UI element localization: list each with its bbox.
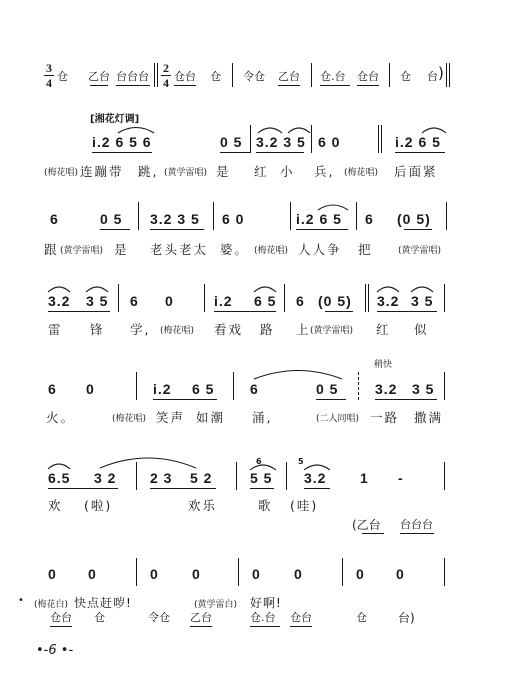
- time-sig-bottom: 4: [46, 76, 52, 90]
- notes-s2-m6: 6: [365, 211, 374, 227]
- notes-s2-m5: i.2 6 5: [296, 211, 342, 227]
- lyrics-line-2: 跟 (黄学雷唱) 是 老头老太 婆。 (梅花唱) 人人争 把 (黄学雷唱): [44, 242, 442, 257]
- notes-s4-8: 3 5: [412, 381, 435, 397]
- notes-s4-2: 0: [86, 381, 95, 397]
- notes-s4-7: 3.2: [375, 381, 398, 397]
- notes-s5-8: -: [398, 470, 404, 486]
- margin-dot: •: [18, 595, 24, 606]
- lyrics-line-1: (梅花唱) 连蹦带 跳, (黄学雷唱) 是 红 小 兵, (梅花唱) 后面紧: [44, 164, 438, 179]
- notes-s6-4: 0: [192, 566, 201, 582]
- notes-s2-m7: (0 5): [397, 211, 431, 227]
- perc-tai-tai-tai: 台台台: [400, 518, 433, 531]
- notes-s6-8: 0: [396, 566, 405, 582]
- notes-s6-2: 0: [88, 566, 97, 582]
- tempo-marking: 稍快: [374, 360, 393, 370]
- notes-m5: i.2 6 5: [395, 134, 441, 150]
- lyrics-line-5: 欢 (啦) 欢乐 歌 (哇): [48, 498, 319, 513]
- notes-s4-1: 6: [48, 381, 57, 397]
- perc-yi-tai-open: (乙台: [352, 518, 381, 532]
- notes-s5-7: 1: [360, 470, 369, 486]
- spoken-line-2: 好啊!: [250, 596, 282, 610]
- perc-cang-tai: 仓台: [357, 70, 379, 83]
- time-sig-bottom: 4: [163, 76, 169, 90]
- perc-tai-tai-tai: 台台台: [116, 70, 149, 83]
- notes-s3-6: 6 5: [254, 293, 277, 309]
- notes-s6-3: 0: [150, 566, 159, 582]
- perc-cang-dot-tai: 仓.台: [320, 70, 346, 83]
- grace-note-5: 5: [298, 457, 304, 466]
- notes-s5-1: 6.5: [48, 470, 71, 486]
- perc-cang-tai: 仓台: [174, 70, 196, 83]
- notes-s4-4: 6 5: [192, 381, 215, 397]
- notes-s6-7: 0: [356, 566, 365, 582]
- notes-s3-5: i.2: [214, 293, 233, 309]
- notes-s2-m4: 6 0: [222, 211, 245, 227]
- speaker-meihua: (梅花白): [34, 600, 69, 610]
- speaker-huang: (黄学雷白): [194, 600, 238, 610]
- notes-s6-5: 0: [252, 566, 261, 582]
- page-number: •-6 •-: [36, 643, 74, 658]
- notes-s3-9: 3.2: [377, 293, 400, 309]
- notes-s3-8: (0 5): [318, 293, 352, 309]
- perc-yi-tai: 乙台: [278, 70, 300, 83]
- notes-s6-1: 0: [48, 566, 57, 582]
- notes-s6-6: 0: [294, 566, 303, 582]
- notes-s5-6: 3.2: [304, 470, 327, 486]
- time-signature-3-4: [44, 62, 54, 89]
- notes-s2-m1: 6: [50, 211, 59, 227]
- notes-m1: i.2 6 5 6: [92, 134, 152, 150]
- percussion-line-2: 仓台 仓 令仓 乙台 仓.台 仓台 仓 台): [50, 611, 415, 625]
- notes-s3-1: 3.2: [48, 293, 71, 309]
- tune-label: [湘花灯调]: [90, 114, 140, 125]
- notes-s5-5: 5 5: [250, 470, 273, 486]
- perc-cang: 仓: [57, 70, 68, 83]
- time-sig-top: 3: [46, 61, 52, 75]
- notes-s3-2: 3 5: [86, 293, 109, 309]
- spoken-line-1: 快点赶哕!: [74, 596, 132, 610]
- notes-m4: 6 0: [318, 134, 341, 150]
- perc-cang: 仓: [400, 70, 411, 83]
- notes-s5-4: 5 2: [190, 470, 213, 486]
- notes-m3: 3.2 3 5: [256, 134, 306, 150]
- notes-s5-3: 2 3: [150, 470, 173, 486]
- notes-s3-7: 6: [296, 293, 305, 309]
- notes-s4-6: 0 5: [316, 381, 339, 397]
- notes-s3-10: 3 5: [411, 293, 434, 309]
- lyrics-line-3: 雷 锋 学, (梅花唱) 看戏 路 上 (黄学雷唱) 红 似: [48, 322, 429, 337]
- time-sig-top: 2: [163, 61, 169, 75]
- notes-s5-2: 3 2: [94, 470, 117, 486]
- notes-s3-4: 0: [165, 293, 174, 309]
- notes-s3-3: 6: [130, 293, 139, 309]
- perc-cang: 仓: [210, 70, 221, 83]
- perc-tai: 台: [427, 70, 438, 83]
- notes-s4-5: 6: [250, 381, 259, 397]
- notes-s4-3: i.2: [153, 381, 172, 397]
- notes-s2-m2: 0 5: [100, 211, 123, 227]
- perc-ling-cang: 令仓: [243, 70, 265, 83]
- notes-s2-m3: 3.2 3 5: [150, 211, 200, 227]
- notes-m2: 0 5: [220, 134, 243, 150]
- page-number-value: 6: [48, 643, 57, 658]
- time-signature-2-4: [161, 62, 171, 89]
- grace-note-6: 6: [256, 457, 262, 466]
- lyrics-line-4: 火。 (梅花唱) 笑声 如潮 涌, (二人同唱) 一路 撒满: [46, 410, 444, 425]
- perc-yi-tai: 乙台: [88, 70, 110, 83]
